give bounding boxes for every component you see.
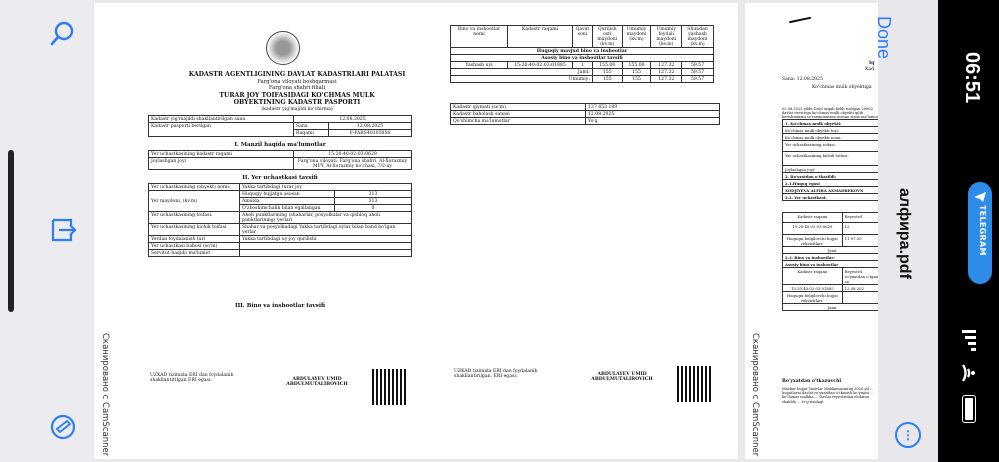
branch: Farg'ona shahri filiali (268, 85, 326, 91)
land-table: Yer uchastkasining (obyekt) nomi: Yakka tartibdagi turar joy Yer maydoni, (kv.m) Huquqiy hujjatga asosan 313 Amalda 313 O'zboshimchalik bilan egallangan 0 Yer uchastkasining toifasi: Aholi punktlarining (shaharlar, posyolkalar va qishloq aholi punktlarining) yerlari Yer uchastkasining kichik toifasi Shahar va posyolkadagi Yakka tartibdagi uylar bilan band bo'lgan yerlar Yerdan foydalanish turi Yakka tartibdagi uy-joy qurilishi Yer uchastkasi bahosi (so'm) Servitut haqida ma'lumot (148, 183, 412, 257)
camscanner-watermark: Сканировано с CamScanner (100, 333, 110, 457)
share-icon[interactable] (48, 215, 78, 245)
doc-title-2: OBYEKTINING KADASTR PASPORTI (233, 99, 361, 106)
qr-code-icon (372, 369, 408, 405)
valuation-table: Kadastr qiymati (so'm) 137 653 189 Kadastr baholash sanasi 12.08.2025 Qo'shimcha ma'lumotlar Yo'q (450, 103, 720, 125)
page2-top2: Kad (865, 67, 875, 72)
clock: 06:51 (961, 52, 983, 104)
battery-icon (962, 395, 976, 423)
markup-icon[interactable] (48, 412, 78, 442)
section-3: III. Bino va inshootlar tavsifi (234, 303, 326, 309)
section-2: II. Yer uchastkasi tavsifi (242, 175, 318, 181)
buildings-table: Bino va inshootlar nomi Kadastr raqami Qavat soni Qurilish osti maydoni (kv.m) Umumiy maydoni (kv.m) Umumiy foydali maydoni (kv.m) Shundan yashash maydoni (kv.m) Huquqiy mavjud bino va inshootlar Asosiy bino va inshootlar tavsifi Yashash uyi 15:20:40:02:03:01885 1 155.00 155.00 127.32 59.57 Jami: 155 155 127.32 59.57 Umumiy: 155 155 127.32 59.57 (450, 25, 714, 83)
region: Farg'ona viloyati boshqarmasi (257, 79, 337, 85)
signature-note: UZKAD tizimida ERI dan foydalanib shakllantirilgan ERI egasi: (150, 373, 234, 384)
page2-top1: Iq (869, 61, 875, 66)
file-name: алфира.pdf (896, 188, 913, 279)
document-page-2 (745, 3, 878, 459)
signal-icon (960, 330, 978, 352)
telegram-icon (973, 188, 987, 200)
subtitle: (kadastr yig'majildi ko'chirma) (261, 107, 333, 112)
signature-note-2: UZKAD tizimida ERI dan foydalanib shakllantirilgan. ERI egasi: (454, 369, 538, 380)
signature-mark (789, 17, 811, 23)
page2-date: Sana: 12.08.2025 (782, 77, 823, 82)
wifi-icon (960, 362, 978, 384)
document-page-1 (94, 3, 738, 459)
drag-handle[interactable] (8, 150, 14, 312)
page2-title: Ko'chmas mulk obyektiga (812, 85, 872, 90)
done-button[interactable]: Done (874, 16, 894, 60)
address-table: Yer uchastkasining kadastr raqami 15:20:40:02:03:0629 Joylashgan joyi Farg'ona viloyati, Farg'ona shahri, Al-Xorazmiy MFY, Al-Xorazmiy ko'chasi, 7/2-uy (148, 150, 412, 170)
page2-footer: Mazkur hujjat Vazirlar Mahkamasining 2020 yil ... hujjatlarni davlat ro'yxatidan o'tkazish ko'ymasi ... ko'chmas mulkka ... Davlat reyestridan elektron shaklda ... to'g'risidagi (782, 387, 874, 404)
left-toolbar (0, 0, 92, 462)
telegram-label: TELEGRAM (978, 205, 987, 256)
signer-name-2: ABDULAYEV UMID ABDULMUTALIBOVICH (591, 372, 653, 383)
doc-title-1: TURAR JOY TOIFASIDAGI KO'CHMAS MULK (219, 92, 375, 99)
agency-title: KADASTR AGENTLIGINING DAVLAT KADASTRLARI PALATASI (188, 71, 406, 78)
emblem-icon (266, 31, 300, 65)
passport-table: Kadastr yig'majildi shakllantirilgan sana 12.08.2025 Kadastr pasporti berilgan Sana 12.08.2025 Raqami F-FARS40105856 (148, 115, 412, 137)
page2-object-table: 1. Ko'chmas mulk obyekti: Ko'chmas mulk obyekti turi: Ko'chmas mulk obyekti nomi: Yer uchastkasining toifasi: Yer uchastkasining kichik toifasi: Joylashgan joyi: 2. Ro'yxatdan o'tkazildi: 2.1.Huquq egasi XODJIYEVA ALFIRA AXMADBEKOVN 2.2. Yer uchastkasi: (782, 119, 882, 201)
qr-code-icon (677, 366, 713, 402)
page2-paragraph: 05.08.2025 yilda DAM orqali kelib tushgan 20802 davlat reestriga ko'chmas mulk obyekti qilib berishingizni so'raganingizga asosan sizga ma'lumot (782, 107, 878, 118)
search-icon[interactable] (48, 18, 78, 48)
camscanner-watermark: Сканировано с CamScanner (750, 333, 760, 457)
section-1: I. Manzil haqida ma'lumotlar (234, 142, 326, 148)
more-options-button[interactable]: ⋮ (895, 422, 921, 448)
page2-footer-title: Ro'yxatdan o'tkazuvchi (782, 379, 842, 384)
page2-land-table: Kadastr raqami Reyestrd 15:20:40:02:03:0629 12 Huquqni belgilovchi hujjat rekvizitlari: 11.07.20 Jami 2.3. Bino va inshootlar: Asosiy bino va inshootlar Kadastr raqami Reyestrd ro'yxatdan o'tgan sa 15:20:40:02:03:01885 12.08.202 Huquqni belgilovchi hujjat rekvizitlari: Jami (782, 212, 882, 311)
signer-name: ABDULAYEV UMID ABDULMUTALIBOVICH (286, 377, 348, 388)
